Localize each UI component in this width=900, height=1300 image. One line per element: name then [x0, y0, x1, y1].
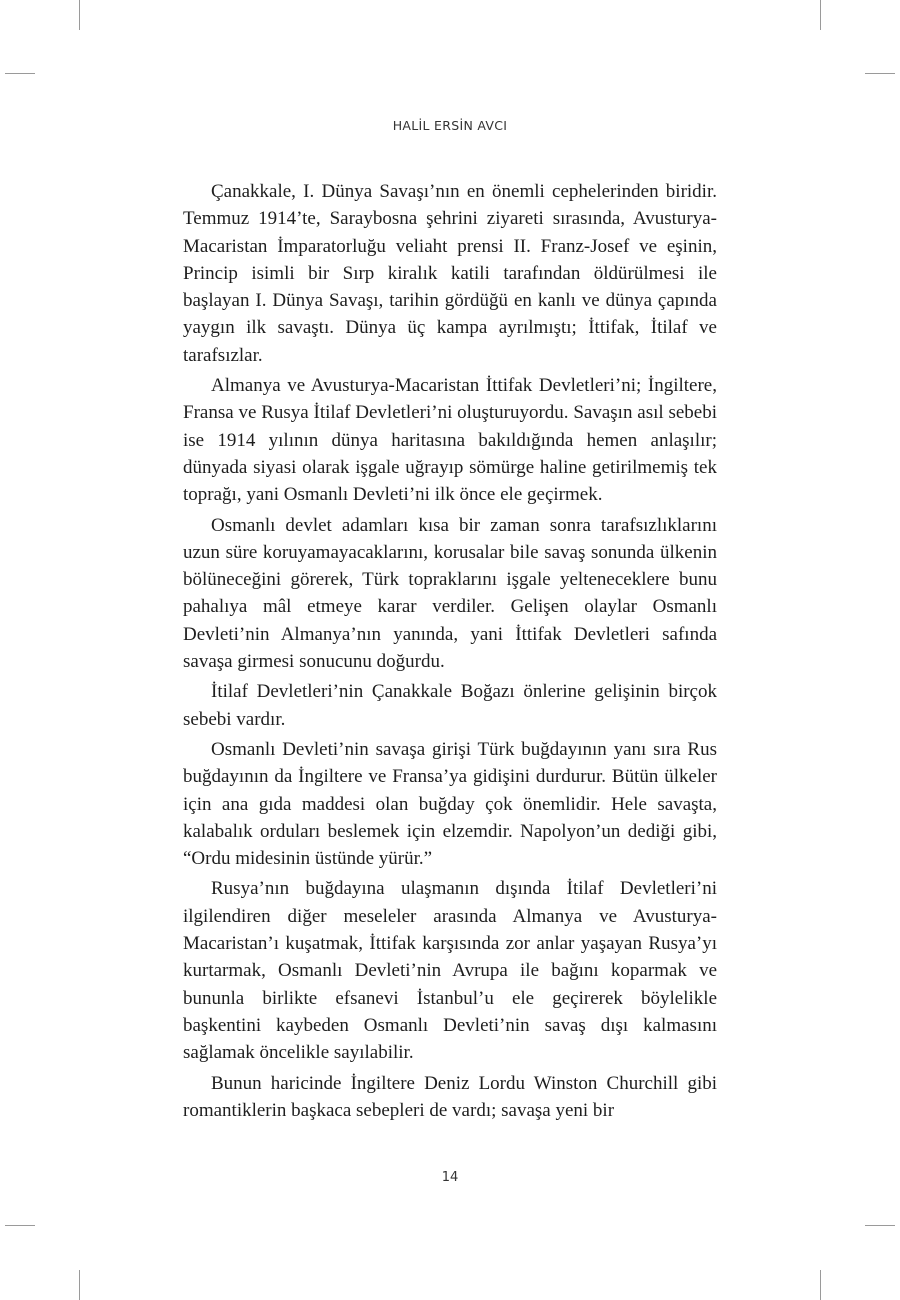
paragraph: İtilaf Devletleri’nin Çanakkale Boğazı önlerine gelişinin birçok sebebi vardır.: [183, 681, 717, 730]
crop-mark-left-bottom: [5, 1225, 35, 1226]
crop-mark-left-top: [5, 73, 35, 74]
paragraph: Rusya’nın buğdayına ulaşmanın dışında İtilaf Devletleri’ni ilgilendiren diğer meseleler arasında Almanya ve Avusturya-Macaristan’ı kuşatmak, İttifak karşısında zor anlar yaşayan Rusya’yı kurtarmak, Osmanlı Devleti’nin Avrupa ile bağını koparmak ve bununla birlikte efsanevi İstanbul’u ele geçirerek böylelikle başkentini kaybeden Osmanlı Devleti’nin savaş dışı kalmasını sağlamak öncelikle sayılabilir.: [183, 878, 717, 1064]
body-text: [183, 178, 717, 1127]
paragraph: Osmanlı Devleti’nin savaşa girişi Türk buğdayının yanı sıra Rus buğdayının da İngiltere ve Fransa’ya gidişini durdurur. Bütün ülkeler için ana gıda maddesi olan buğday çok önemlidir. Hele savaşta, kalabalık orduları beslemek için elzemdir. Napolyon’un dediği gibi, “Ordu midesinin üstünde yürür.”: [183, 738, 717, 870]
crop-mark-right-bottom: [865, 1225, 895, 1226]
crop-mark-bottom-left: [79, 1270, 80, 1300]
crop-mark-right-top: [865, 73, 895, 74]
crop-mark-top-left: [79, 0, 80, 30]
crop-mark-bottom-right: [820, 1270, 821, 1300]
paragraph: Osmanlı devlet adamları kısa bir zaman sonra tarafsızlıklarını uzun süre koruyamayacaklarını, korusalar bile savaş sonunda ülkenin bölüneceğini görerek, Türk topraklarını işgale yelteneceklere bunu pahalıya mâl etmeye karar verdiler. Gelişen olaylar Osmanlı Devleti’nin Almanya’nın yanında, yani İttifak Devletleri safında savaşa girmesi sonucunu doğurdu.: [183, 514, 717, 673]
paragraph: Bunun haricinde İngiltere Deniz Lordu Winston Churchill gibi romantiklerin başkaca sebepleri de vardı; savaşa yeni bir: [183, 1072, 717, 1121]
paragraph: Almanya ve Avusturya-Macaristan İttifak Devletleri’ni; İngiltere, Fransa ve Rusya İtilaf Devletleri’ni oluşturuyordu. Savaşın asıl sebebi ise 1914 yılının dünya haritasına bakıldığında hemen anlaşılır; dünyada siyasi olarak işgale uğrayıp sömürge haline getirilmemiş tek toprağı, yani Osmanlı Devleti’ni ilk önce ele geçirmek.: [183, 375, 717, 506]
crop-mark-top-right: [820, 0, 821, 30]
running-head: HALİL ERSİN AVCI: [392, 118, 508, 133]
page-number: 14: [441, 1170, 459, 1185]
paragraph: Çanakkale, I. Dünya Savaşı’nın en önemli cephelerinden biridir. Temmuz 1914’te, Saraybosna şehrini ziyareti sırasında, Avusturya-Macaristan İmparatorluğu veliaht prensi II. Franz-Josef ve eşinin, Princip isimli bir Sırp kiralık katili tarafından öldürülmesi ile başlayan I. Dünya Savaşı, tarihin gördüğü en kanlı ve dünya çapında yaygın ilk savaştı. Dünya üç kampa ayrılmıştı; İttifak, İtilaf ve tarafsızlar.: [183, 181, 717, 366]
